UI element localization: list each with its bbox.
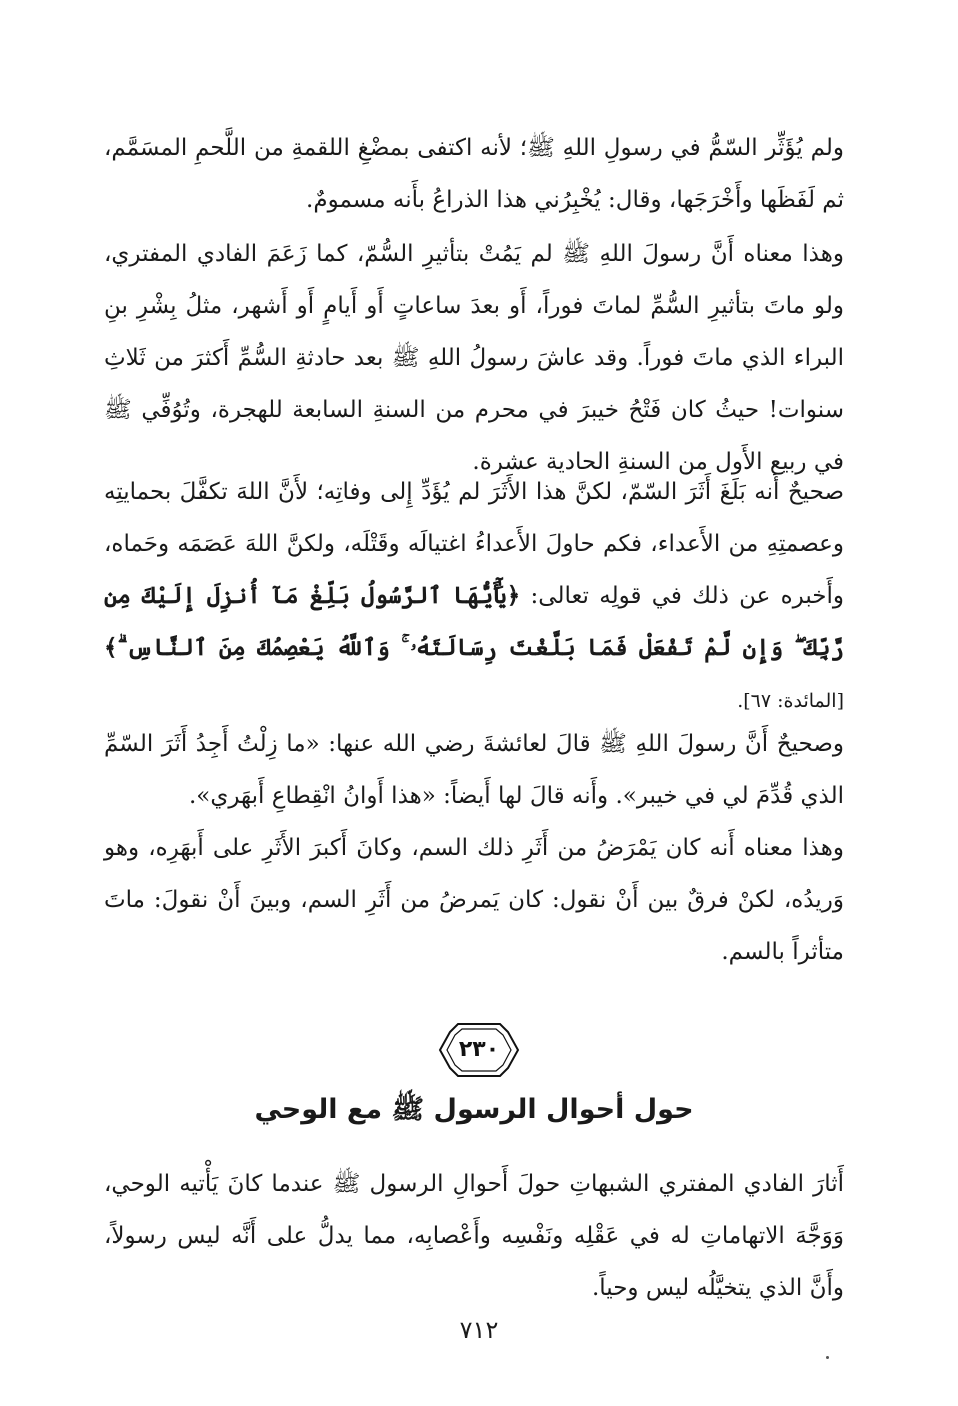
paragraph-3 [104,466,844,727]
section-number-badge [438,1020,520,1080]
section-number: ٢٣٠ [458,1037,500,1062]
paragraph-4: وصحيحٌ أَنَّ رسولَ اللهِ ﷺ قالَ لعائشةَ رضي الله عنها: «ما زِلْتُ أَجِدُ أَثَرَ السّمِّ الذي قُدِّمَ لي في خيبر». وأَنه قالَ لها أَيضاً: «هذا أَوانُ انْقِطاعِ أَبهَري». [104,731,844,809]
page-number: ٧١٢ [459,1316,499,1344]
scan-dot-mark [826,1356,829,1359]
quran-verse: ﴿يَٰٓأَيُّهَا ٱلرَّسُولُ بَلِّغْ مَآ أُنزِلَ إِلَيْكَ مِن رَّبِّكَ ۖ وَإِن لَّمْ تَفْعَلْ فَمَا بَلَّغْتَ رِسَالَتَهُۥ ۚ وَٱللَّهُ يَعْصِمُكَ مِنَ ٱلنَّاسِ ۗ﴾ [104,582,844,661]
paragraph-3-text: صحيحٌ أَنه بَلَغَ أَثَرَ السّمّ، لكنَّ هذا الأَثَرَ لم يُؤَدِّ إِلى وفاتِه؛ لأَنَّ اللهَ تكفَّلَ بحمايتِه وعصمتِهِ من الأَعداء، فكم حاولَ الأَعداءُ اغتيالَه وقَتْلَه، ولكنَّ اللهَ عَصَمَه وحَماه، وأَخبره عن ذلك في قولِه تعالى: [104,479,844,609]
paragraph-5: وهذا معناه أَنه كان يَمْرَضُ من أَثَرِ ذلك السم، وكانَ أَكبرَ الأَثَرِ على أَبهَرِه، وهو وَريدُه، لكنْ فرقٌ بين أَنْ نقول: كان يَمرضُ من أَثَرِ السم، وبينَ أَنْ نقولَ: ماتَ متأثراً بالسم. [104,835,844,965]
verse-reference: [المائدة: ٦٧]. [737,690,844,712]
paragraph-1: ولم يُؤَثِّر السّمُّ في رسولِ اللهِ ﷺ؛ لأنه اكتفى بمضْغِ اللقمةِ من اللَّحمِ المسَمَّم، ثم لَفَظَها وأَخْرَجَها، وقال: يُخْبِرُني هذا الذراعُ بأَنه مسمومٌ. [104,135,844,213]
paragraph-6: أَثارَ الفادي المفتري الشبهاتِ حولَ أَحوالِ الرسول ﷺ عندما كانَ يَأْتيه الوحي، وَوَجَّهَ الاتهاماتِ له في عَقْلِه ونَفْسِه وأَعْصابِه، مما يدلُّ على أَنَّه ليس رسولاً، وأَنَّ الذي يتخيَّلُه ليس وحياً. [104,1171,844,1301]
paragraph-2: وهذا معناه أَنَّ رسولَ اللهِ ﷺ لم يَمُتْ بتأثيرِ السُّمّ، كما زَعَمَ الفادي المفتري، ولو ماتَ بتأثيرِ السُّمِّ لماتَ فوراً، أَو بعدَ ساعاتٍ أَو أَيامٍ أَو أَشهر، مثلُ بِشْرِ بنِ البراء الذي ماتَ فوراً. وقد عاشَ رسولُ اللهِ ﷺ بعد حادثةِ السُّمِّ أَكثرَ من ثَلاثِ سنوات! حيثُ كان فَتْحُ خيبرَ في محرم من السنةِ السابعة للهجرة، وتُوُفِّي ﷺ في ربيع الأَول من السنةِ الحادية عشرة. [104,241,844,475]
section-title: حول أحوال الرسول ﷺ مع الوحي [254,1094,694,1125]
